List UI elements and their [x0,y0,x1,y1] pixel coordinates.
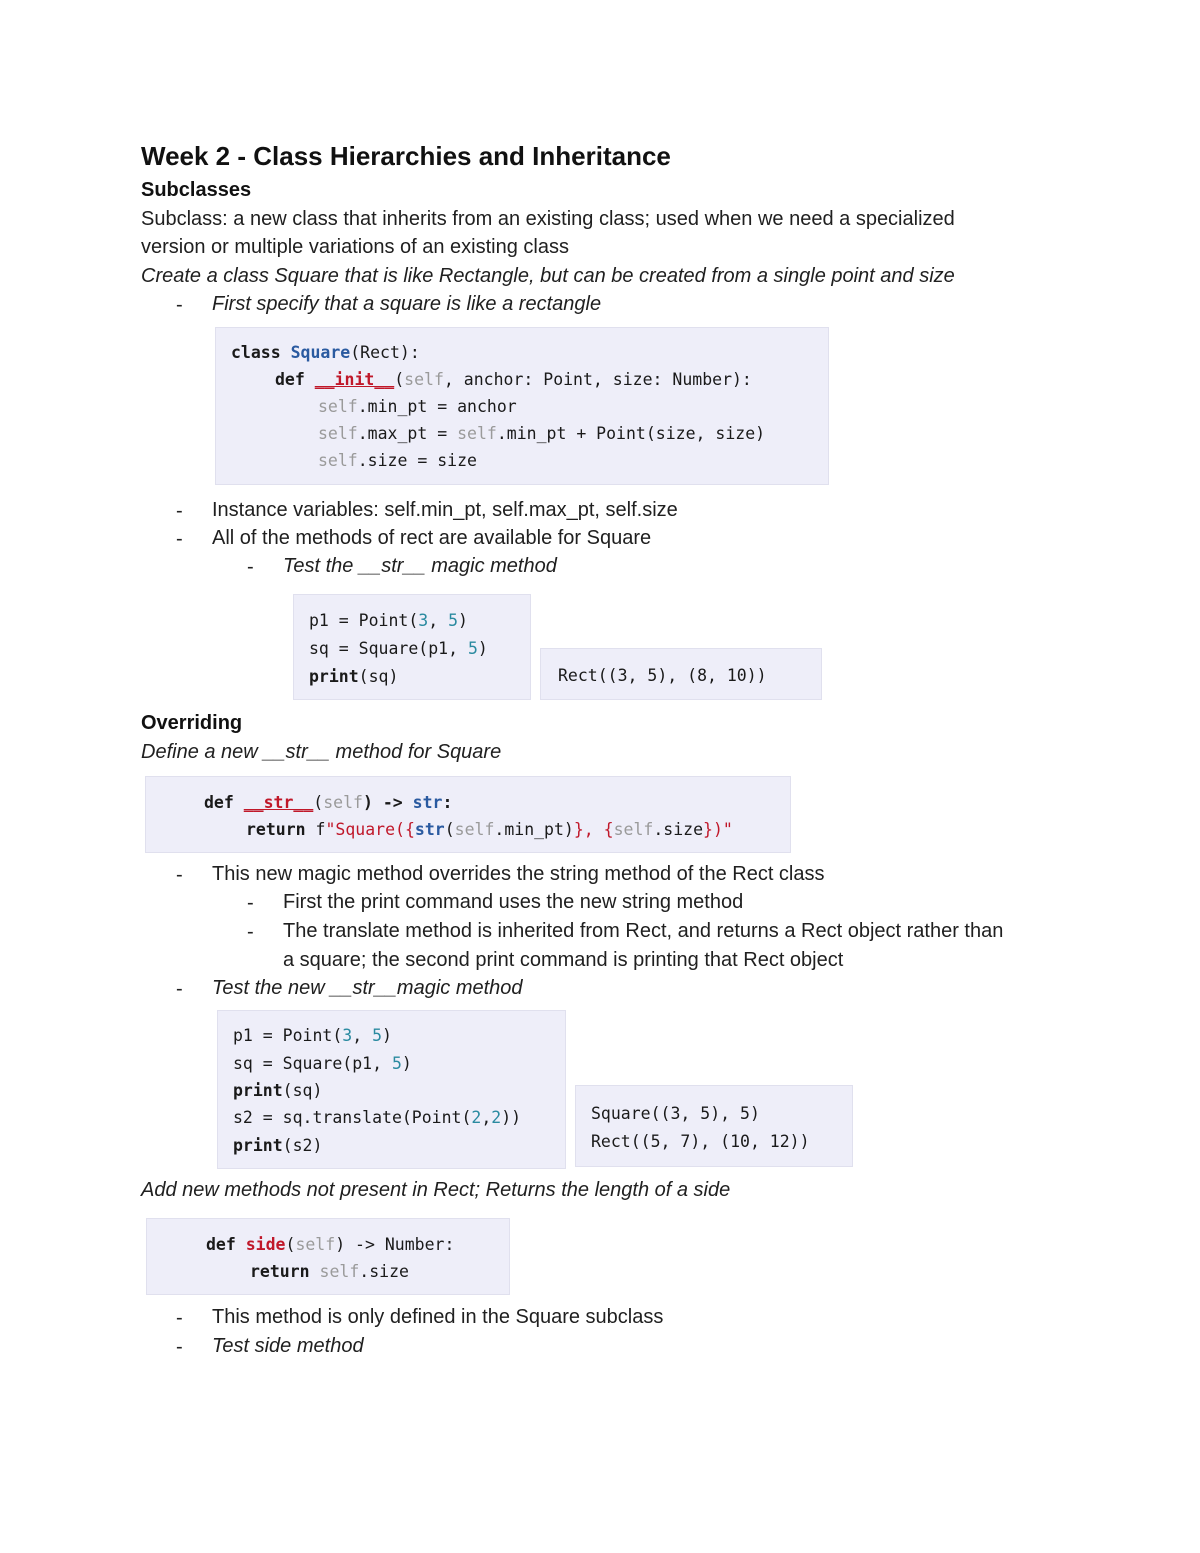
code-token: str [414,820,445,839]
square-intro: Create a class Square that is like Rectangle, but can be created from a single point and size [141,265,955,287]
add-methods-intro: Add new methods not present in Rect; Returns the length of a side [141,1179,731,1201]
code-token: (Rect): [350,343,420,362]
code-token: str [412,793,443,812]
code-token: print [233,1136,283,1155]
code-token: self [318,451,358,470]
code-token: "Square({ [325,820,415,839]
code-token: }, { [573,820,614,839]
code-token: ) [458,611,468,630]
bullet-dash: - [247,892,254,914]
code-token: self [457,424,497,443]
code-token: 5 [391,1054,402,1073]
code-token: self [319,1262,360,1281]
code-token: .min_pt) [494,820,574,839]
output-block-rect [540,648,822,700]
code-token: , [352,1026,373,1045]
code-token: .max_pt = [357,424,458,443]
bullet-methods-available: All of the methods of rect are available for Square [212,527,652,549]
code-token: 3 [342,1026,353,1045]
code-token: f [305,820,326,839]
code-token: print [309,667,359,686]
code-token: 2 [471,1108,482,1127]
code-block-test-new-str [217,1010,566,1169]
code-token: : [442,793,453,812]
bullet-first-print: First the print command uses the new string method [283,891,744,913]
code-token: ( [394,370,405,389]
code-token: def [206,1235,236,1254]
code-block-str-method [145,776,791,853]
code-token: 5 [448,611,459,630]
code-token: self [323,793,363,812]
bullet-test-new-str: Test the new __str__magic method [212,977,523,999]
code-token: ) [382,1026,392,1045]
page-title: Week 2 - Class Hierarchies and Inheritance [141,141,671,171]
bullet-dash: - [176,528,183,550]
code-token: ( [313,793,324,812]
code-token: .min_pt + Point(size, size) [496,424,766,443]
code-token: ( [444,820,455,839]
bullet-dash: - [247,556,254,578]
code-token: ( [285,1235,296,1254]
code-token: self [295,1235,336,1254]
code-token: return [246,820,306,839]
code-token: Square [290,343,351,362]
subclasses-heading: Subclasses [141,179,252,201]
code-token: , [428,611,449,630]
code-token: self [318,397,358,416]
code-token: p1 = Point( [233,1026,343,1045]
output-block-square-rect [575,1085,853,1167]
code-token: , [481,1108,492,1127]
code-token: __str__ [243,793,314,812]
code-token [310,1262,320,1281]
code-token: self [404,370,444,389]
code-token: sq = Square(p1, [233,1054,392,1073]
code-token: side [245,1235,286,1254]
subclass-definition-line1: Subclass: a new class that inherits from an existing class; used when we need a specialized [141,208,955,230]
bullet-dash: - [247,921,254,943]
bullet-dash: - [176,294,183,316]
code-token: ) -> Number: [335,1235,455,1254]
code-token: class [231,343,281,362]
code-token: (sq) [282,1081,323,1100]
bullet-dash: - [176,864,183,886]
bullet-dash: - [176,500,183,522]
output-line: Rect((5, 7), (10, 12)) [591,1132,810,1151]
code-token: self [613,820,654,839]
code-token: .size [653,820,704,839]
bullet-dash: - [176,1336,183,1358]
bullet-instance-variables: Instance variables: self.min_pt, self.max_pt, self.size [212,499,678,521]
code-token: (sq) [358,667,399,686]
bullet-translate-line1: The translate method is inherited from Rect, and returns a Rect object rather than [283,920,1004,942]
code-token: s2 = sq.translate(Point( [233,1108,472,1127]
code-token: 2 [491,1108,502,1127]
subclass-definition-line2: version or multiple variations of an existing class [141,236,569,258]
code-token: self [454,820,495,839]
code-token: def [204,793,234,812]
code-block-test-str [293,594,531,700]
code-token: )) [501,1108,522,1127]
code-token: __init__ [314,370,395,389]
bullet-dash: - [176,1307,183,1329]
bullet-dash: - [176,978,183,1000]
code-token: sq = Square(p1, [309,639,468,658]
code-token: 5 [372,1026,383,1045]
code-token: .min_pt = anchor [357,397,517,416]
code-token: ) [477,639,488,658]
code-token: def [275,370,305,389]
code-token: 3 [418,611,429,630]
code-token: 5 [467,639,478,658]
output-line: Square((3, 5), 5) [591,1104,760,1123]
code-token: self [318,424,358,443]
code-token: ) [401,1054,412,1073]
bullet-only-defined: This method is only defined in the Square subclass [212,1306,664,1328]
overriding-heading: Overriding [141,712,243,734]
code-token: , anchor: Point, size: Number): [443,370,752,389]
code-token: return [250,1262,310,1281]
bullet-specify-square: First specify that a square is like a rectangle [212,293,602,315]
code-block-square-class [215,327,829,485]
code-token: (s2) [282,1136,323,1155]
code-token: print [233,1081,283,1100]
code-token: })" [703,820,733,839]
code-token: p1 = Point( [309,611,419,630]
bullet-overrides: This new magic method overrides the string method of the Rect class [212,863,825,885]
bullet-test-side: Test side method [212,1335,364,1357]
bullet-translate-line2: a square; the second print command is printing that Rect object [283,949,844,971]
code-token: .size = size [357,451,477,470]
code-token: .size [359,1262,409,1281]
bullet-test-str: Test the __str__ magic method [283,555,557,577]
overriding-intro: Define a new __str__ method for Square [141,741,502,763]
code-token: ) -> [362,793,413,812]
code-block-side-method [146,1218,510,1295]
output-line: Rect((3, 5), (8, 10)) [558,666,767,685]
